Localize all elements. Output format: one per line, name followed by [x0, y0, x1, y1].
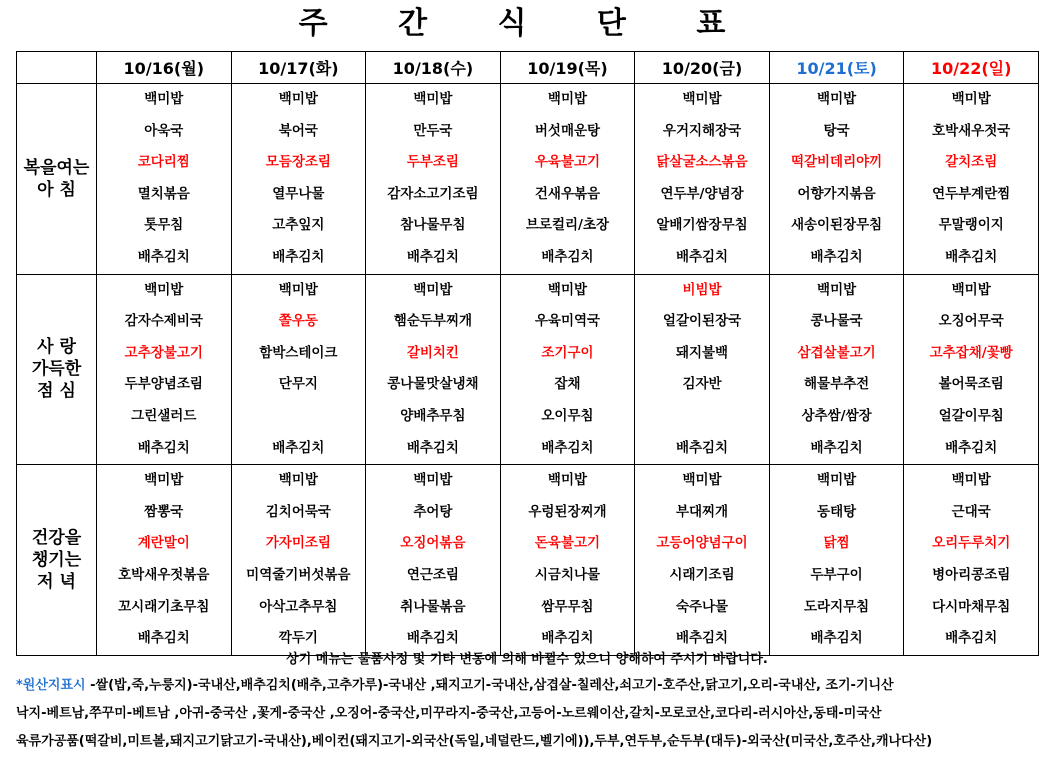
menu-item: 호박새우젓볶음 — [118, 566, 210, 583]
menu-item: 닭찜 — [823, 535, 850, 552]
date-header-5: 10/21(토) — [769, 52, 904, 84]
meal-label-line: 가득한 — [31, 359, 82, 380]
menu-body — [17, 84, 1039, 656]
menu-item: 갈비치킨 — [406, 344, 459, 361]
meal-cell — [500, 465, 635, 656]
menu-item: 햄순두부찌개 — [393, 313, 473, 330]
origin-line-3: 육류가공품(떡갈비,미트볼,돼지고기닭고기-국내산),베이컨(돼지고기-외국산(독일,네덜란드,벨기에)),두부,연두부,순두부(대두)-외국산(미국산,호주산,캐나다산) — [16, 734, 933, 749]
date-header-6: 10/22(일) — [904, 52, 1039, 84]
menu-item: 병아리콩조림 — [932, 566, 1011, 583]
date-header-3: 10/19(목) — [500, 52, 635, 84]
menu-item: 쌈무무침 — [541, 598, 594, 615]
menu-item: 고등어양념구이 — [656, 535, 748, 552]
menu-item: 김치어묵국 — [265, 503, 331, 520]
menu-item: 백미밥 — [817, 91, 857, 107]
notice-text: 상기 메뉴는 물품사정 및 기타 변동에 의해 바뀔수 있으니 양해하여 주시기 바랍니다. — [286, 652, 768, 667]
menu-item: 김자반 — [682, 376, 722, 393]
menu-item: 아욱국 — [144, 122, 184, 139]
origin-text-1: -쌀(밥,죽,누룽지)-국내산,배추김치(배추,고추가루)-국내산 ,돼지고기-국내산,삼겹살-칠레산,쇠고기-호주산,닭고기,오리-국내산, 조기-기니산 — [85, 678, 894, 693]
menu-item: 백미밥 — [817, 281, 857, 298]
menu-item: 연두부계란찜 — [932, 185, 1011, 202]
menu-item: 두부조림 — [406, 154, 459, 171]
menu-item: 백미밥 — [278, 91, 318, 107]
menu-item: 배추김치 — [945, 439, 998, 456]
meal-cell — [231, 465, 366, 656]
menu-item: 우렁된장찌개 — [528, 503, 607, 520]
menu-item: 삼겹살불고기 — [797, 344, 876, 361]
menu-item: 배추김치 — [406, 248, 459, 265]
menu-item: 그린샐러드 — [131, 407, 197, 424]
menu-item: 연근조림 — [406, 566, 459, 583]
meal-cell — [366, 465, 501, 656]
menu-item: 참나물무침 — [400, 217, 466, 234]
menu-item: 가자미조림 — [265, 535, 331, 552]
menu-item: 고추장불고기 — [124, 344, 203, 361]
menu-item: 백미밥 — [951, 91, 991, 107]
menu-item: 배추김치 — [137, 248, 190, 265]
menu-item: 우육불고기 — [534, 154, 601, 171]
menu-item: 잡채 — [554, 376, 581, 393]
menu-item: 알배기쌈장무침 — [656, 217, 748, 234]
meal-cell — [366, 274, 501, 465]
menu-item: 백미밥 — [682, 472, 722, 489]
menu-item: 돈육불고기 — [534, 535, 601, 552]
menu-item: 배추김치 — [137, 630, 190, 647]
meal-label-line: 챙기는 — [31, 549, 82, 570]
corner-cell — [17, 52, 97, 84]
meal-label — [17, 274, 97, 465]
menu-item: 호박새우젓국 — [932, 122, 1011, 139]
meal-row — [17, 84, 1039, 275]
menu-item: 배추김치 — [675, 630, 729, 647]
meal-label-line: 사 랑 — [37, 337, 76, 358]
menu-item: 쫄우동 — [278, 313, 318, 330]
menu-item — [232, 401, 366, 433]
menu-item: 열무나물 — [272, 185, 325, 202]
menu-item: 멸치볶음 — [137, 185, 190, 202]
menu-item: 배추김치 — [945, 630, 998, 647]
menu-item: 동태탕 — [817, 503, 857, 520]
meal-cell — [97, 465, 232, 656]
menu-item: 버섯매운탕 — [534, 122, 601, 139]
menu-item: 계란말이 — [137, 535, 190, 552]
menu-item: 오이무침 — [541, 407, 594, 424]
menu-item: 북어국 — [278, 122, 318, 139]
date-header-row — [17, 52, 1039, 84]
weekly-menu-table — [16, 51, 1039, 656]
menu-item: 꼬시래기초무침 — [118, 598, 210, 615]
meal-row — [17, 465, 1039, 656]
menu-item: 배추김치 — [541, 439, 594, 456]
menu-item: 고추잡채/꽃빵 — [929, 344, 1013, 361]
menu-item: 얼갈이무침 — [938, 407, 1004, 424]
menu-item: 추어탕 — [413, 503, 453, 520]
menu-item: 배추김치 — [810, 439, 863, 456]
menu-item: 볼어묵조림 — [938, 376, 1004, 393]
menu-item: 백미밥 — [951, 281, 991, 298]
menu-item: 백미밥 — [413, 281, 453, 298]
meal-cell — [904, 465, 1039, 656]
menu-item: 고추잎지 — [272, 217, 325, 234]
menu-item: 오징어무국 — [938, 313, 1004, 330]
meal-cell — [635, 465, 770, 656]
menu-item: 짬뽕국 — [144, 503, 184, 520]
menu-item: 배추김치 — [945, 248, 998, 265]
meal-cell — [904, 274, 1039, 465]
menu-item: 백미밥 — [144, 91, 184, 107]
meal-label — [17, 465, 97, 656]
menu-item: 콩나물맛살냉채 — [387, 376, 479, 393]
meal-label — [17, 84, 97, 275]
menu-item: 배추김치 — [675, 248, 729, 265]
menu-item: 우거지해장국 — [662, 122, 742, 139]
menu-item: 깍두기 — [278, 630, 318, 647]
menu-item: 시금치나물 — [534, 566, 601, 583]
menu-item: 백미밥 — [413, 472, 453, 489]
menu-item: 모듬장조림 — [265, 154, 331, 171]
origin-line-2: 낙지-베트남,쭈꾸미-베트남 ,아귀-중국산 ,꽃게-중국산 ,오징어-중국산,미꾸라지-중국산,고등어-노르웨이산,갈치-모로코산,코다리-러시아산,동태-미국산 — [16, 706, 882, 721]
menu-item: 상추쌈/쌈장 — [801, 407, 872, 424]
menu-item: 떡갈비데리야끼 — [790, 154, 883, 171]
menu-item: 숙주나물 — [675, 598, 729, 615]
menu-item: 배추김치 — [541, 248, 594, 265]
menu-item: 돼지불백 — [675, 344, 729, 361]
menu-item: 배추김치 — [406, 439, 459, 456]
menu-item: 아삭고추무침 — [259, 598, 338, 615]
meal-cell — [366, 84, 501, 275]
menu-item: 오징어볶음 — [400, 535, 466, 552]
meal-cell — [231, 274, 366, 465]
menu-item: 오리두루치기 — [932, 535, 1011, 552]
meal-label-line: 점 심 — [37, 381, 76, 402]
menu-item: 배추김치 — [675, 439, 729, 456]
menu-item: 탕국 — [823, 122, 850, 139]
menu-item: 근대국 — [951, 503, 991, 520]
meal-cell — [231, 84, 366, 275]
menu-item: 갈치조림 — [945, 154, 998, 171]
meal-label-line: 아 침 — [37, 179, 76, 200]
menu-item: 해물부추전 — [803, 376, 870, 393]
date-header-4: 10/20(금) — [635, 52, 770, 84]
menu-item: 콩나물국 — [810, 313, 863, 330]
meal-row — [17, 274, 1039, 465]
meal-cell — [635, 84, 770, 275]
meal-label-line: 저 녁 — [37, 571, 76, 592]
meal-cell — [97, 274, 232, 465]
menu-item: 무말랭이지 — [938, 217, 1004, 234]
menu-item: 백미밥 — [817, 472, 857, 489]
menu-item: 백미밥 — [951, 472, 991, 489]
menu-item: 백미밥 — [278, 281, 318, 298]
meal-cell — [769, 465, 904, 656]
menu-item: 연두부/양념장 — [660, 185, 744, 202]
menu-item: 만두국 — [413, 122, 453, 139]
menu-item: 두부양념조림 — [124, 376, 203, 393]
date-header-0: 10/16(월) — [97, 52, 232, 84]
menu-item: 새송이된장무침 — [790, 217, 883, 234]
menu-item: 백미밥 — [547, 472, 588, 489]
menu-item: 배추김치 — [810, 248, 863, 265]
menu-item: 배추김치 — [541, 630, 594, 647]
menu-item: 백미밥 — [278, 472, 318, 489]
menu-item: 백미밥 — [547, 281, 588, 298]
menu-item: 감자소고기조림 — [387, 185, 479, 202]
meal-label-line: 복을여는 — [23, 157, 90, 178]
meal-cell — [769, 274, 904, 465]
menu-item: 시래기조림 — [669, 566, 735, 583]
menu-item: 배추김치 — [272, 439, 325, 456]
menu-item: 우육미역국 — [534, 313, 601, 330]
menu-item: 닭살굴소스볶음 — [656, 154, 748, 171]
page-title: 주 간 식 단 표 — [298, 6, 756, 41]
origin-label: *원산지표시 — [16, 678, 86, 693]
menu-item: 백미밥 — [144, 281, 184, 298]
date-header-1: 10/17(화) — [231, 52, 366, 84]
menu-item: 취나물볶음 — [400, 598, 466, 615]
menu-item: 다시마채무침 — [932, 598, 1011, 615]
menu-item: 백미밥 — [413, 91, 453, 107]
menu-item: 배추김치 — [406, 630, 459, 647]
menu-item: 브로컬리/초장 — [525, 217, 610, 234]
menu-item: 감자수제비국 — [124, 313, 203, 330]
menu-item: 백미밥 — [682, 91, 722, 107]
menu-item: 도라지무침 — [803, 598, 870, 615]
menu-item: 백미밥 — [547, 91, 588, 107]
menu-item: 배추김치 — [272, 248, 325, 265]
meal-cell — [500, 84, 635, 275]
menu-item: 단무지 — [278, 376, 318, 393]
menu-item: 두부구이 — [810, 566, 863, 583]
menu-item: 함박스테이크 — [259, 344, 338, 361]
menu-item — [635, 401, 769, 433]
meal-cell — [500, 274, 635, 465]
menu-item: 배추김치 — [810, 630, 863, 647]
menu-item: 조기구이 — [541, 344, 594, 361]
menu-item: 미역줄기버섯볶음 — [246, 566, 351, 583]
menu-item: 비빔밥 — [682, 281, 722, 298]
menu-item: 부대찌개 — [675, 503, 729, 520]
menu-item: 건새우볶음 — [534, 185, 601, 202]
menu-item: 양배추무침 — [400, 407, 466, 424]
meal-cell — [97, 84, 232, 275]
meal-cell — [904, 84, 1039, 275]
menu-item: 백미밥 — [144, 472, 184, 489]
menu-item: 톳무침 — [144, 217, 184, 234]
meal-cell — [635, 274, 770, 465]
origin-line-1 — [16, 676, 1046, 696]
menu-item: 배추김치 — [137, 439, 190, 456]
menu-item: 얼갈이된장국 — [662, 313, 742, 330]
menu-item: 어향가지볶음 — [797, 185, 876, 202]
meal-cell — [769, 84, 904, 275]
menu-item: 코다리찜 — [137, 154, 190, 171]
meal-label-line: 건강을 — [31, 527, 82, 548]
date-header-2: 10/18(수) — [366, 52, 501, 84]
